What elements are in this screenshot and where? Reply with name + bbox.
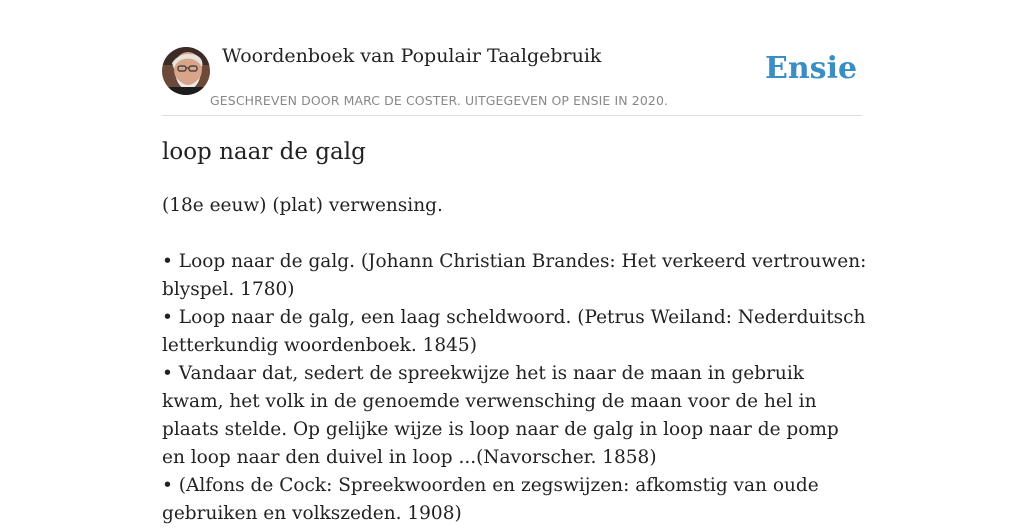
author-avatar [162, 47, 210, 95]
quote-item: • Loop naar de galg, een laag scheldwoord. (Petrus Weiland: Nederduitsch letterkundig woordenboek. 1845) [162, 307, 866, 356]
definition-summary: (18e eeuw) (plat) verwensing. [162, 195, 443, 216]
author-byline: GESCHREVEN DOOR MARC DE COSTER. UITGEGEVEN OP ENSIE IN 2020. [210, 93, 669, 108]
ensie-logo-link[interactable]: Ensie [765, 51, 858, 86]
quote-item: • Loop naar de galg. (Johann Christian Brandes: Het verkeerd vertrouwen: blyspel. 1780) [162, 251, 867, 300]
author-portrait-image [162, 47, 210, 95]
entry-definition [162, 192, 867, 528]
quote-item: • (Alfons de Cock: Spreekwoorden en zegswijzen: afkomstig van oude gebruiken en volkszeden. 1908) [162, 475, 819, 524]
quote-item: • Vandaar dat, sedert de spreekwijze het is naar de maan in gebruik kwam, het volk in de genoemde verwensching de maan voor de hel in plaats stelde. Op gelijke wijze is loop naar de galg in loop naar de pomp en loop naar den duivel in loop ...(Navorscher. 1858) [162, 363, 839, 468]
header-divider [162, 115, 862, 116]
entry-title: loop naar de galg [162, 139, 366, 165]
source-dictionary-title[interactable]: Woordenboek van Populair Taalgebruik [222, 45, 602, 67]
